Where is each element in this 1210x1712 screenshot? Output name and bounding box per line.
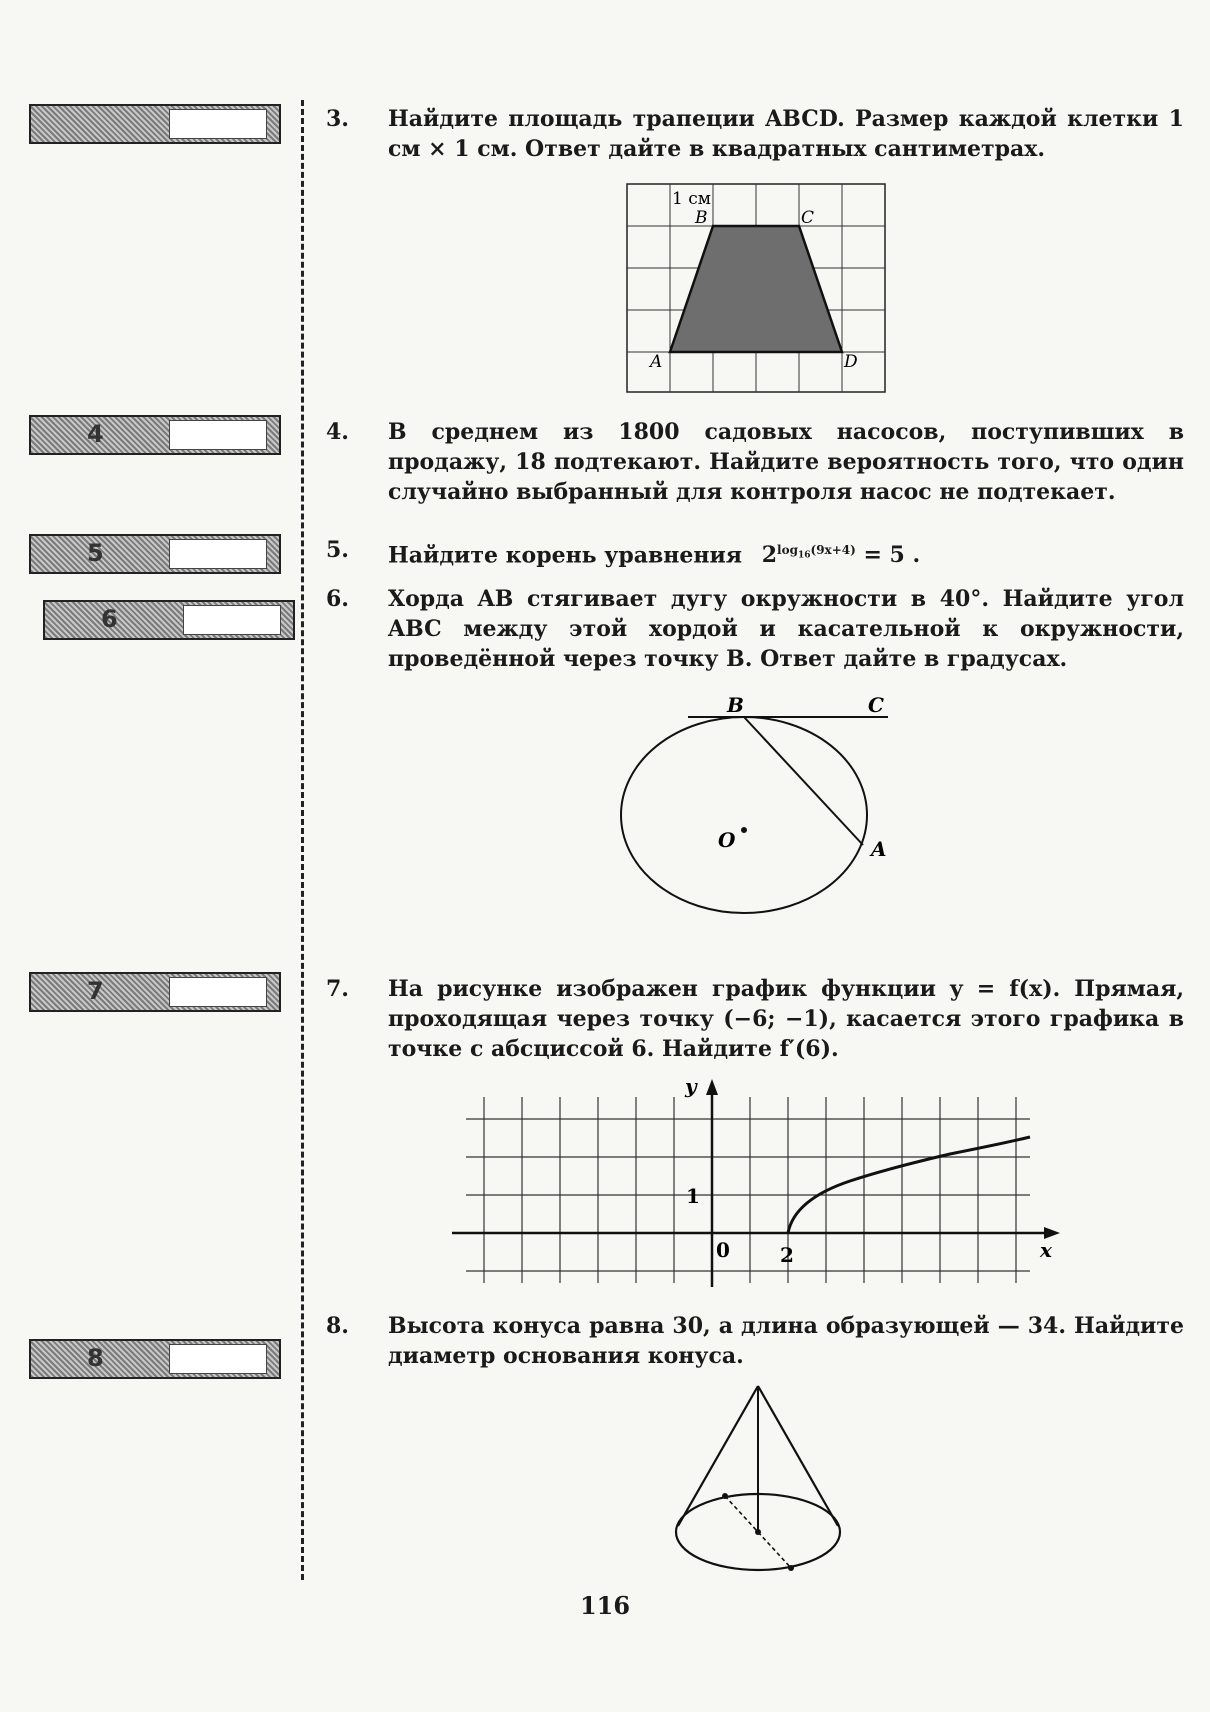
answer-box-number: 7	[87, 977, 104, 1005]
task-text-before: Найдите корень уравнения	[388, 542, 743, 569]
task-number: 3.	[326, 106, 349, 132]
task-8	[326, 1311, 1184, 1371]
answer-field-5[interactable]	[169, 539, 267, 569]
task-6	[326, 584, 1184, 674]
task-4	[326, 417, 1184, 507]
trapezoid-figure	[622, 180, 892, 398]
cone-generatrix-right	[758, 1386, 838, 1526]
y-axis-arrow	[706, 1079, 718, 1095]
label-A: A	[650, 352, 663, 372]
trapezoid-shape	[670, 226, 842, 352]
label-C: C	[801, 208, 815, 228]
answer-box-5	[29, 534, 281, 574]
task-text: Высота конуса равна 30, а длина образующей — 34. Найдите диаметр основания конуса.	[388, 1313, 1184, 1369]
equation-rhs: = 5 .	[855, 542, 921, 569]
task-5	[326, 535, 1184, 570]
circle-figure	[610, 690, 910, 950]
answer-box-number: 6	[101, 605, 118, 633]
answer-field-8[interactable]	[169, 1344, 267, 1374]
answer-box-6	[43, 600, 295, 640]
x-axis-label: x	[1040, 1238, 1052, 1262]
label-B: B	[695, 208, 708, 228]
answer-box-number: 8	[87, 1344, 104, 1372]
answer-box-4	[29, 415, 281, 455]
task-text: В среднем из 1800 садовых насосов, поступивших в продажу, 18 подтекают. Найдите вероятность того, что один случайно выбранный для контроля насос не подтекает.	[388, 419, 1184, 505]
task-3	[326, 104, 1184, 164]
function-graph	[450, 1073, 1065, 1293]
answer-box-7	[29, 972, 281, 1012]
scale-label: 1 см	[672, 189, 711, 209]
label-O: O	[718, 828, 736, 852]
center-point	[741, 827, 747, 833]
label-A: A	[871, 837, 887, 861]
task-number: 8.	[326, 1313, 349, 1339]
task-number: 6.	[326, 586, 349, 612]
label-B: B	[727, 693, 744, 717]
answer-box-number: 4	[87, 420, 104, 448]
page-number: 116	[579, 1591, 631, 1620]
y-tick-label: 1	[686, 1184, 700, 1208]
task-number: 5.	[326, 537, 349, 563]
task-text: Найдите площадь трапеции ABCD. Размер каждой клетки 1 см × 1 см. Ответ дайте в квадратных сантиметрах.	[388, 106, 1184, 162]
equation-log-arg: (9x+4)	[810, 543, 856, 557]
task-7	[326, 974, 1184, 1064]
cone-diameter-end	[722, 1493, 728, 1499]
cone-figure	[670, 1380, 850, 1576]
answer-field-6[interactable]	[183, 605, 281, 635]
answer-field-3[interactable]	[169, 109, 267, 139]
task-number: 4.	[326, 419, 349, 445]
cone-center-point	[755, 1529, 761, 1535]
answer-field-7[interactable]	[169, 977, 267, 1007]
equation-base: 2	[761, 542, 778, 569]
graph-grid	[466, 1097, 1030, 1283]
equation-log-base: 16	[797, 550, 811, 561]
answer-box-8	[29, 1339, 281, 1379]
answer-field-4[interactable]	[169, 420, 267, 450]
equation-log: log	[777, 543, 798, 557]
task-text	[388, 535, 1184, 570]
cone-diameter-end	[788, 1565, 794, 1571]
origin-label: 0	[716, 1238, 730, 1262]
task-text: Хорда AB стягивает дугу окружности в 40°. Найдите угол ABC между этой хордой и касательной к окружности, проведённой через точку B. Ответ дайте в градусах.	[388, 586, 1184, 672]
task-number: 7.	[326, 976, 349, 1002]
x-tick-label: 2	[780, 1243, 794, 1267]
answer-box-number: 5	[87, 539, 104, 567]
circle	[621, 717, 867, 913]
cut-line	[301, 100, 304, 1580]
y-axis-label: y	[685, 1074, 697, 1098]
task-text: На рисунке изображен график функции y = f(x). Прямая, проходящая через точку (−6; −1), касается этого графика в точке с абсциссой 6. Найдите f′(6).	[388, 976, 1184, 1062]
cone-generatrix-left	[678, 1386, 758, 1526]
chord-AB	[744, 717, 863, 845]
label-C: C	[868, 693, 884, 717]
label-D: D	[844, 352, 858, 372]
function-curve	[788, 1137, 1030, 1233]
answer-box-3	[29, 104, 281, 144]
equation	[762, 542, 920, 568]
